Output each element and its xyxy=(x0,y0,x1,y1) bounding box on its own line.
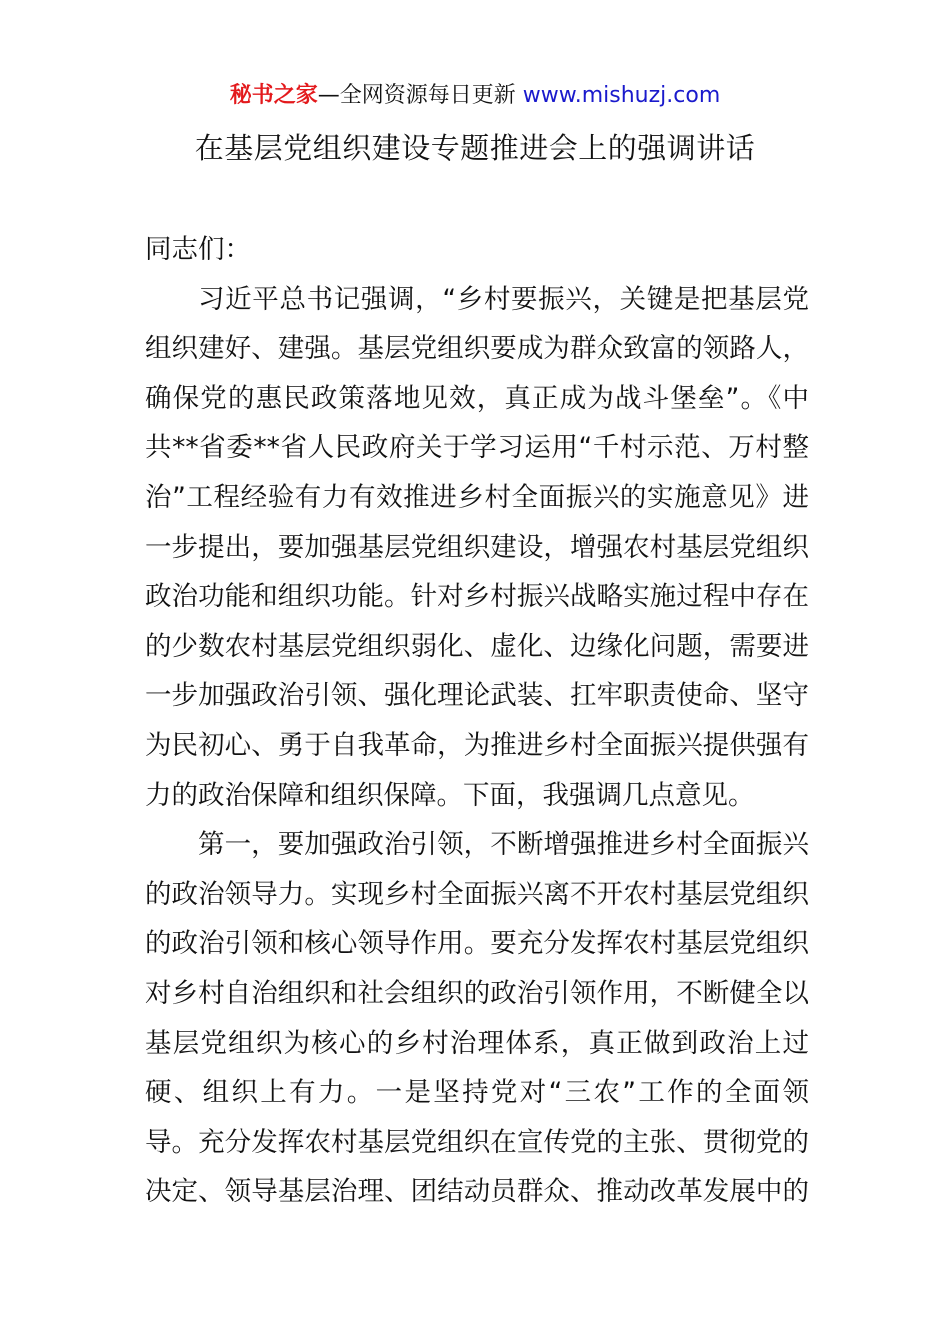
body-line: 的政治引领和核心领导作用。要充分发挥农村基层党组织 xyxy=(145,928,809,960)
salutation-line: 同志们： xyxy=(145,234,251,265)
body-line: 决定、领导基层治理、团结动员群众、推动改革发展中的 xyxy=(145,1176,809,1208)
body-line: 组织建好、建强。基层党组织要成为群众致富的领路人， xyxy=(145,333,809,365)
body-line: 第一，要加强政治引领，不断增强推进乡村全面振兴 xyxy=(198,829,809,861)
body-line: 力的政治保障和组织保障。下面，我强调几点意见。 xyxy=(145,779,755,811)
body-line: 为民初心、勇于自我革命，为推进乡村全面振兴提供强有 xyxy=(145,729,809,761)
body-line: 导。充分发挥农村基层党组织在宣传党的主张、贯彻党的 xyxy=(145,1126,809,1158)
body-line: 一步加强政治引领、强化理论武装、扛牢职责使命、坚守 xyxy=(145,680,809,712)
document-body xyxy=(145,225,809,1217)
body-line: 基层党组织为核心的乡村治理体系，真正做到政治上过 xyxy=(145,1027,809,1059)
document-title: 在基层党组织建设专题推进会上的强调讲话 xyxy=(194,131,756,165)
site-header xyxy=(0,80,950,112)
body-line: 确保党的惠民政策落地见效，真正成为战斗堡垒”。《中 xyxy=(145,382,809,414)
site-url-link[interactable]: www.mishuzj.com xyxy=(522,83,721,108)
body-line: 硬、组织上有力。一是坚持党对“三农”工作的全面领 xyxy=(145,1077,809,1109)
body-line: 政治功能和组织功能。针对乡村振兴战略实施过程中存在 xyxy=(145,581,809,613)
body-line: 一步提出，要加强基层党组织建设，增强农村基层党组织 xyxy=(145,531,809,563)
body-line: 的政治领导力。实现乡村全面振兴离不开农村基层党组织 xyxy=(145,878,809,910)
brand-name: 秘书之家 xyxy=(229,83,318,108)
body-line: 共**省委**省人民政府关于学习运用“千村示范、万村整 xyxy=(145,432,809,464)
body-line: 习近平总书记强调，“乡村要振兴，关键是把基层党 xyxy=(198,283,809,315)
body-line: 治”工程经验有力有效推进乡村全面振兴的实施意见》进 xyxy=(145,481,809,513)
site-tagline: —全网资源每日更新 xyxy=(317,83,516,108)
body-line: 的少数农村基层党组织弱化、虚化、边缘化问题，需要进 xyxy=(145,630,809,662)
body-line: 对乡村自治组织和社会组织的政治引领作用，不断健全以 xyxy=(145,977,809,1009)
